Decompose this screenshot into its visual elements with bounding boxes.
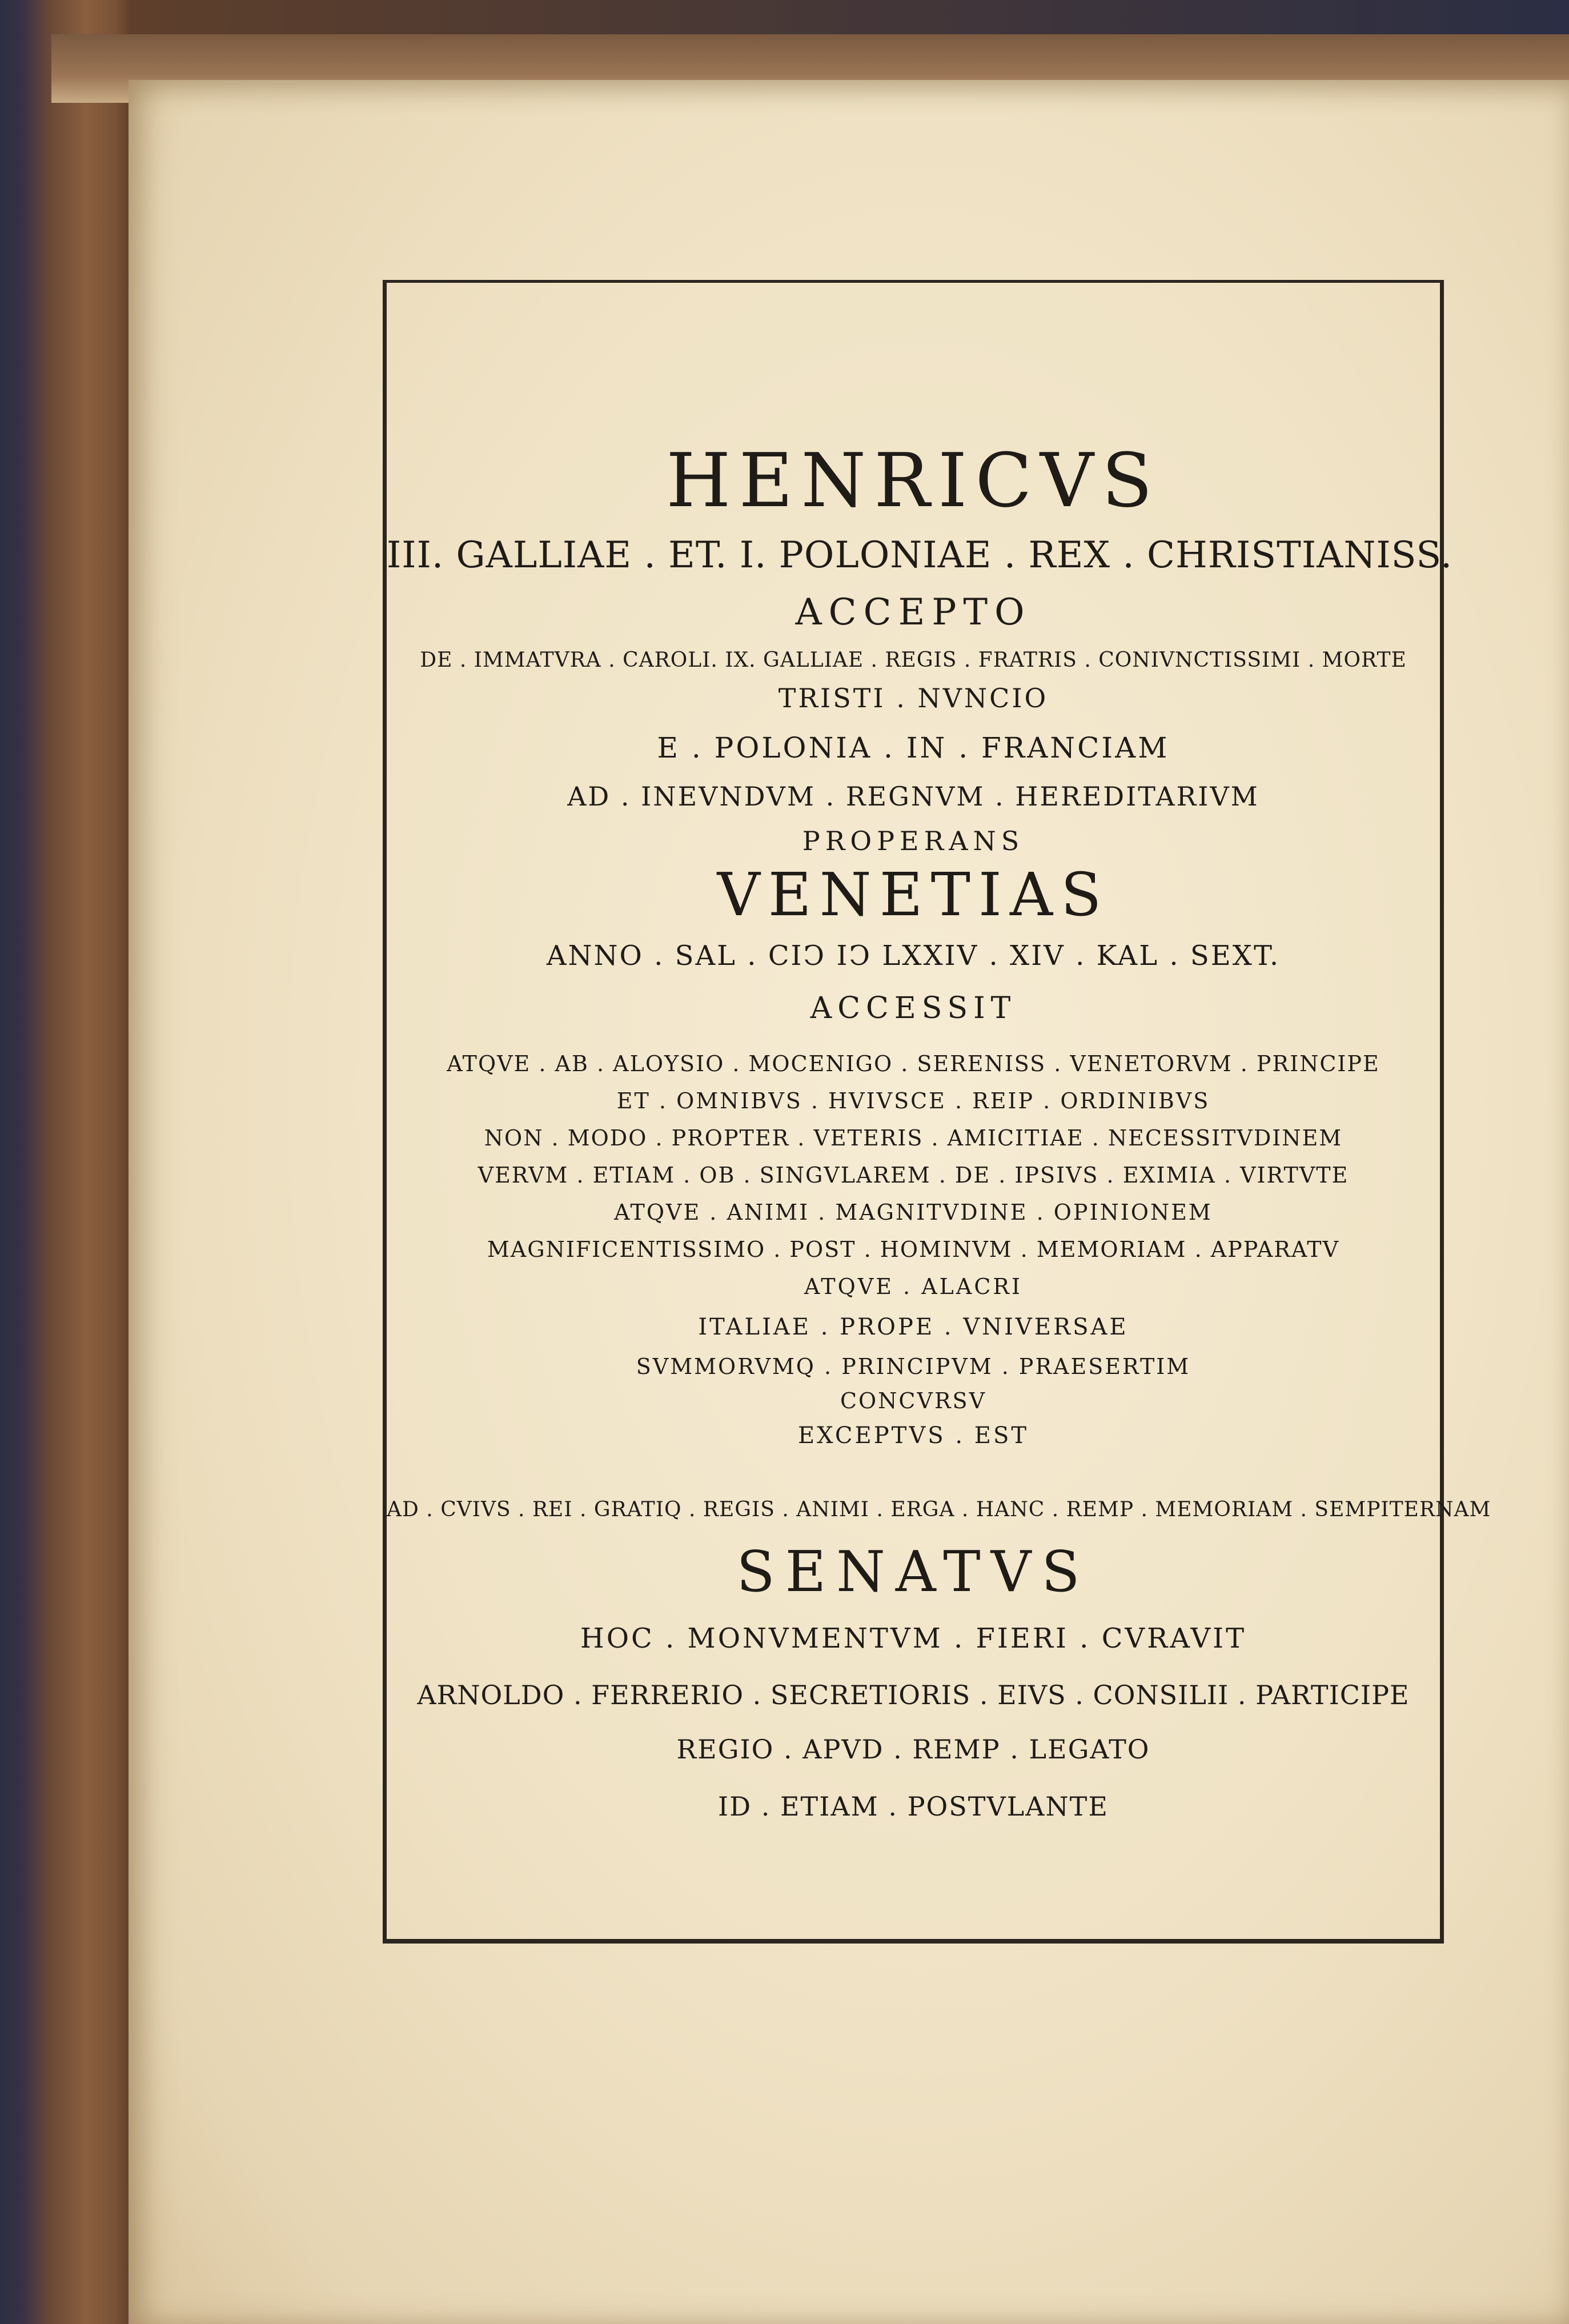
- line-ad-cuius: AD . CVIVS . REI . GRATIQ . REGIS . ANIMI . ERGA . HANC . REMP . MEMORIAM . SEMPITERNAM: [387, 1498, 1491, 1521]
- line-atque-animi: ATQVE . ANIMI . MAGNITVDINE . OPINIONEM: [614, 1200, 1213, 1225]
- line-regio: REGIO . APVD . REMP . LEGATO: [676, 1734, 1150, 1765]
- line-omnibus: ET . OMNIBVS . HVIVSCE . REIP . ORDINIBVS: [616, 1088, 1210, 1113]
- line-aloysio: ATQVE . AB . ALOYSIO . MOCENIGO . SERENISS . VENETORVM . PRINCIPE: [447, 1051, 1380, 1076]
- line-accepto: ACCEPTO: [795, 591, 1032, 634]
- line-atque-alacri: ATQVE . ALACRI: [804, 1274, 1023, 1299]
- line-concursu: CONCVRSV: [840, 1388, 987, 1413]
- line-accessit: ACCESSIT: [810, 991, 1017, 1025]
- line-id-etiam: ID . ETIAM . POSTVLANTE: [718, 1791, 1109, 1822]
- line-immatura: DE . IMMATVRA . CAROLI. IX. GALLIAE . REGIS . FRATRIS . CONIVNCTISSIMI . MORTE: [420, 648, 1407, 672]
- frame-content: [387, 283, 1491, 1939]
- line-anno: ANNO . SAL . CIↃ IↃ LXXIV . XIV . KAL . SEXT.: [546, 940, 1281, 972]
- line-hoc: HOC . MONVMENTVM . FIERI . CVRAVIT: [580, 1622, 1247, 1654]
- line-properans: PROPERANS: [802, 826, 1025, 856]
- line-verum: VERVM . ETIAM . OB . SINGVLAREM . DE . IPSIVS . EXIMIA . VIRTVTE: [477, 1163, 1349, 1188]
- line-italiae: ITALIAE . PROPE . VNIVERSAE: [698, 1314, 1129, 1340]
- line-summorum: SVMMORVMQ . PRINCIPVM . PRAESERTIM: [636, 1354, 1191, 1379]
- line-nonmodo: NON . MODO . PROPTER . VETERIS . AMICITIAE . NECESSITVDINEM: [484, 1125, 1343, 1151]
- subtitle-galliae: III. GALLIAE . ET. I. POLONIAE . REX . CHRISTIANISS.: [387, 534, 1453, 576]
- line-arnoldo: ARNOLDO . FERRERIO . SECRETIORIS . EIVS . CONSILII . PARTICIPE: [417, 1680, 1410, 1710]
- title-frame: [383, 280, 1491, 1944]
- line-ineundum: AD . INEVNDVM . REGNVM . HEREDITARIVM: [567, 781, 1259, 812]
- book-page: [129, 80, 1569, 2324]
- line-tristi: TRISTI . NVNCIO: [778, 683, 1049, 714]
- heading-senatus: SENATVS: [736, 1540, 1090, 1605]
- line-polonia: E . POLONIA . IN . FRANCIAM: [657, 731, 1170, 764]
- line-exceptus: EXCEPTVS . EST: [797, 1423, 1029, 1449]
- line-magnificentissimo: MAGNIFICENTISSIMO . POST . HOMINVM . MEMORIAM . APPARATV: [487, 1237, 1340, 1262]
- heading-henricus: HENRICVS: [666, 437, 1161, 524]
- heading-venetias: VENETIAS: [717, 860, 1110, 929]
